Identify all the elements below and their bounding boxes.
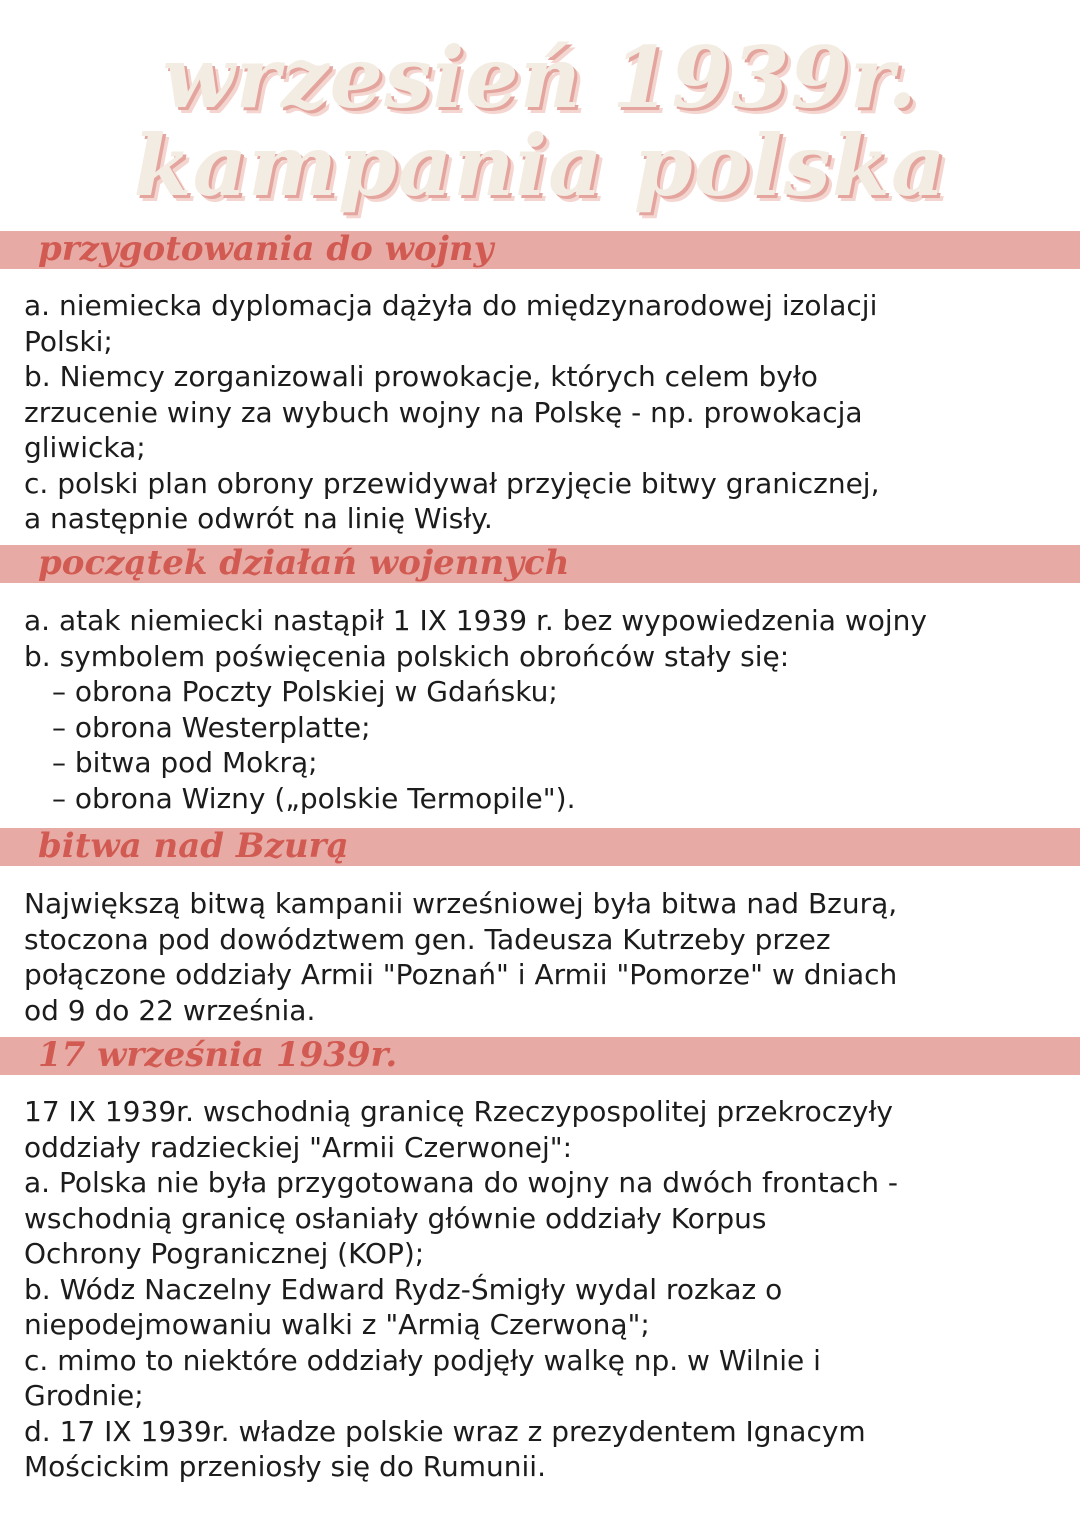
section-body-preparations bbox=[24, 288, 1064, 537]
text-line: gliwicka; bbox=[24, 431, 146, 464]
text-line: b. Niemcy zorganizowali prowokacje, których celem było bbox=[24, 360, 818, 393]
text-line: 17 IX 1939r. wschodnią granicę Rzeczypospolitej przekroczyły bbox=[24, 1095, 893, 1128]
list-item: – obrona Wizny („polskie Termopile"). bbox=[52, 781, 576, 815]
text-line: stoczona pod dowództwem gen. Tadeusza Kutrzeby przez bbox=[24, 922, 831, 956]
text-line: niepodejmowaniu walki z "Armią Czerwoną"; bbox=[24, 1308, 650, 1341]
text-line: oddziały radzieckiej "Armii Czerwonej": bbox=[24, 1130, 573, 1164]
text-line: a. Polska nie była przygotowana do wojny na dwóch frontach - bbox=[24, 1166, 898, 1199]
section-body-17-september bbox=[24, 1094, 1064, 1485]
section-body-bzura bbox=[24, 886, 1064, 1028]
text-line: wschodnią granicę osłaniały głównie oddziały Korpus bbox=[24, 1201, 767, 1235]
page-title-line-2: kampania polska bbox=[133, 116, 947, 215]
text-line: Grodnie; bbox=[24, 1379, 144, 1412]
page-title-line-1: wrzesień 1939r. bbox=[162, 28, 918, 127]
text-line: Polski; bbox=[24, 324, 113, 358]
section-heading-bzura: bitwa nad Bzurą bbox=[38, 826, 349, 866]
list-item: – obrona Poczty Polskiej w Gdańsku; bbox=[52, 675, 558, 708]
text-line: zrzucenie winy za wybuch wojny na Polskę - np. prowokacja bbox=[24, 395, 863, 429]
text-line: d. 17 IX 1939r. władze polskie wraz z prezydentem Ignacym bbox=[24, 1414, 866, 1448]
section-heading-17-september: 17 września 1939r. bbox=[38, 1035, 398, 1075]
text-line: a. atak niemiecki nastąpił 1 IX 1939 r. bez wypowiedzenia wojny bbox=[24, 604, 927, 637]
text-line: c. mimo to niektóre oddziały podjęły walkę np. w Wilnie i bbox=[24, 1343, 821, 1377]
text-line: a. niemiecka dyplomacja dążyła do międzynarodowej izolacji bbox=[24, 289, 878, 322]
text-line: b. Wódz Naczelny Edward Rydz-Śmigły wydal rozkaz o bbox=[24, 1272, 783, 1306]
text-line: b. symbolem poświęcenia polskich obrońców stały się: bbox=[24, 639, 790, 673]
section-heading-war-start: początek działań wojennych bbox=[38, 543, 570, 583]
list-item: – obrona Westerplatte; bbox=[52, 710, 371, 744]
text-line: a następnie odwrót na linię Wisły. bbox=[24, 502, 493, 535]
text-line: c. polski plan obrony przewidywał przyjęcie bitwy granicznej, bbox=[24, 466, 880, 500]
text-line: Największą bitwą kampanii wrześniowej była bitwa nad Bzurą, bbox=[24, 887, 898, 920]
text-line: od 9 do 22 września. bbox=[24, 993, 316, 1027]
text-line: połączone oddziały Armii "Poznań" i Armii "Pomorze" w dniach bbox=[24, 958, 898, 991]
section-heading-preparations: przygotowania do wojny bbox=[38, 229, 494, 269]
text-line: Ochrony Pogranicznej (KOP); bbox=[24, 1237, 425, 1270]
section-body-war-start bbox=[24, 603, 1064, 816]
text-line: Mościckim przeniosły się do Rumunii. bbox=[24, 1450, 546, 1483]
list-item: – bitwa pod Mokrą; bbox=[52, 746, 318, 779]
